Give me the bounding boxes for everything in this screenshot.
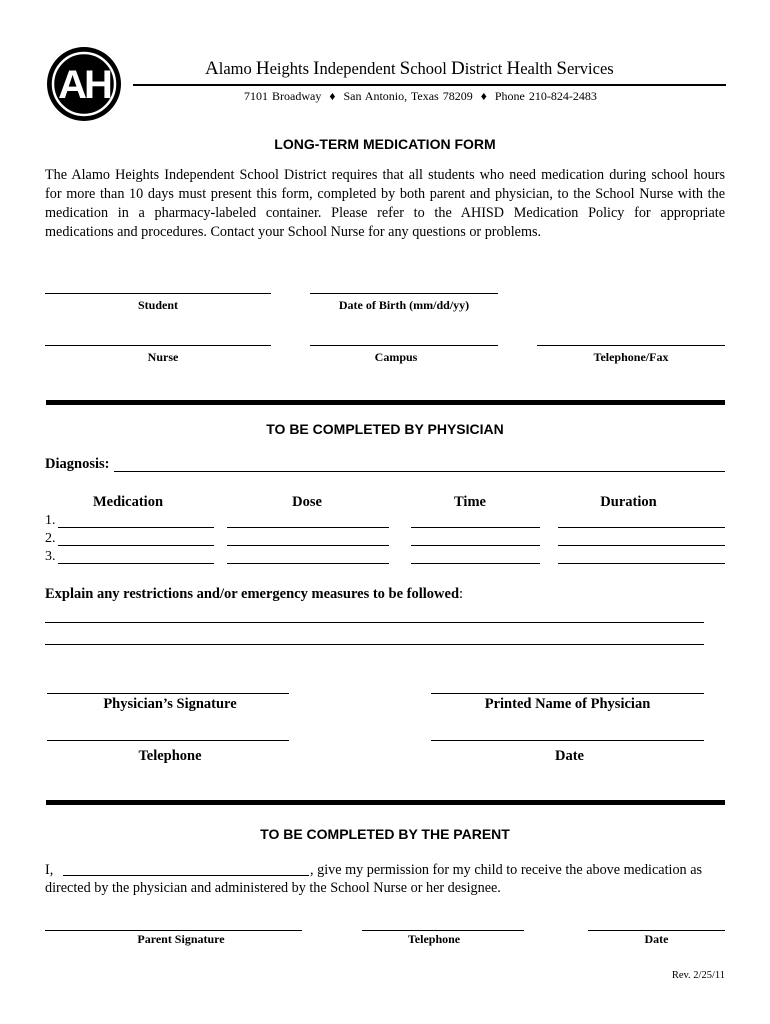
student-field[interactable]	[45, 293, 271, 294]
time-field[interactable]	[411, 527, 540, 528]
nurse-field[interactable]	[45, 345, 271, 346]
diagnosis-label: Diagnosis:	[45, 456, 110, 472]
header-rule	[133, 84, 726, 86]
permission-text: , give my permission for my child to receive the above medication as	[310, 862, 703, 878]
dose-field[interactable]	[227, 545, 389, 546]
physician-printed-name-field[interactable]	[431, 693, 704, 694]
org-name-rest: chool	[410, 59, 447, 78]
org-name-initial: S	[399, 58, 411, 79]
org-name-word	[256, 59, 309, 78]
org-name-rest: ervices	[566, 59, 614, 78]
duration-field[interactable]	[558, 527, 725, 528]
physician-section-heading: TO BE COMPLETED BY PHYSICIAN	[266, 421, 504, 437]
district-phone: Phone 210-824-2483	[494, 89, 597, 103]
parent-signature-label: Parent Signature	[137, 932, 225, 946]
intro-line: medications and procedures. Contact your School Nurse for any questions or problems.	[45, 224, 542, 240]
parent-section-heading: TO BE COMPLETED BY THE PARENT	[260, 826, 510, 842]
dob-field[interactable]	[310, 293, 498, 294]
row-number: 3.	[45, 549, 56, 564]
dose-field[interactable]	[227, 527, 389, 528]
org-name-word	[451, 59, 502, 78]
restrictions-field[interactable]	[45, 622, 704, 623]
nurse-label: Nurse	[147, 350, 179, 364]
medication-field[interactable]	[58, 563, 214, 564]
org-name-rest: ndependent	[319, 59, 396, 78]
parent-name-field[interactable]	[63, 875, 309, 876]
restrictions-field[interactable]	[45, 644, 704, 645]
org-name-rest: lamo	[218, 59, 252, 78]
parent-date-field[interactable]	[588, 930, 725, 931]
physician-date-field[interactable]	[431, 740, 704, 741]
permission-line-2: directed by the physician and administered by the School Nurse or her designee.	[45, 880, 501, 896]
intro-line: medication in a pharmacy-labeled container. Please refer to the AHISD Medication Policy for appropriate	[45, 205, 725, 221]
org-name-rest: ealth	[520, 59, 553, 78]
org-name-word	[313, 59, 395, 78]
restrictions-label-text: Explain any restrictions and/or emergency measures to be followed	[45, 586, 460, 602]
org-name-rest: istrict	[464, 59, 503, 78]
physician-telephone-field[interactable]	[47, 740, 289, 741]
physician-printed-name-label: Printed Name of Physician	[484, 696, 651, 712]
section-divider	[46, 400, 725, 405]
physician-signature-field[interactable]	[47, 693, 289, 694]
intro-line: The Alamo Heights Independent School District requires that all students who need medication during school hours	[45, 167, 725, 183]
org-name-initial: S	[556, 58, 567, 79]
permission-i: I,	[45, 862, 54, 878]
physician-telephone-label: Telephone	[138, 748, 202, 764]
dob-label: Date of Birth (mm/dd/yy)	[338, 298, 470, 312]
time-field[interactable]	[411, 563, 540, 564]
duration-field[interactable]	[558, 563, 725, 564]
time-header: Time	[454, 494, 486, 510]
dose-header: Dose	[292, 494, 322, 510]
row-number: 1.	[45, 513, 56, 528]
section-divider	[46, 800, 725, 805]
campus-label: Campus	[374, 350, 418, 364]
parent-date-label: Date	[644, 932, 669, 946]
district-logo	[44, 44, 124, 124]
org-name-rest: eights	[269, 59, 310, 78]
diagnosis-field[interactable]	[114, 471, 725, 472]
dose-field[interactable]	[227, 563, 389, 564]
telephone-fax-field[interactable]	[537, 345, 725, 346]
parent-telephone-field[interactable]	[362, 930, 524, 931]
org-name-initial: I	[313, 58, 320, 79]
intro-line: for more than 10 days must present this form, completed by both parent and physician, to the School Nurse with the	[45, 186, 725, 202]
parent-signature-field[interactable]	[45, 930, 302, 931]
org-name-word	[400, 59, 447, 78]
form-title: LONG-TERM MEDICATION FORM	[274, 136, 496, 152]
logo-letters: AH	[58, 63, 110, 107]
bullet-icon: ♦	[329, 89, 336, 103]
org-name-word	[506, 59, 552, 78]
org-name-word	[556, 59, 613, 78]
address-line	[244, 89, 597, 104]
telephone-fax-label: Telephone/Fax	[593, 350, 669, 364]
campus-field[interactable]	[310, 345, 498, 346]
medication-field[interactable]	[58, 545, 214, 546]
duration-field[interactable]	[558, 545, 725, 546]
duration-header: Duration	[600, 494, 657, 510]
row-number: 2.	[45, 531, 56, 546]
permission-line-1	[45, 862, 53, 879]
medication-field[interactable]	[58, 527, 214, 528]
medication-header: Medication	[92, 494, 164, 510]
time-field[interactable]	[411, 545, 540, 546]
ah-logo-icon	[44, 44, 124, 124]
physician-signature-label: Physician’s Signature	[103, 696, 237, 712]
bullet-icon: ♦	[480, 89, 487, 103]
org-name-initial: H	[255, 58, 270, 79]
organization-name	[205, 58, 614, 80]
parent-telephone-label: Telephone	[407, 932, 461, 946]
intro-paragraph	[45, 166, 725, 242]
physician-date-label: Date	[555, 748, 584, 764]
street-address: 7101 Broadway	[244, 89, 322, 103]
restrictions-colon: :	[459, 586, 464, 602]
org-name-initial: H	[506, 58, 521, 79]
restrictions-label	[45, 586, 463, 603]
org-name-initial: A	[205, 58, 219, 79]
student-label: Student	[137, 298, 178, 312]
city-address: San Antonio, Texas 78209	[343, 89, 473, 103]
org-name-word	[205, 59, 252, 78]
revision-date: Rev. 2/25/11	[671, 970, 725, 981]
org-name-initial: D	[451, 58, 465, 79]
